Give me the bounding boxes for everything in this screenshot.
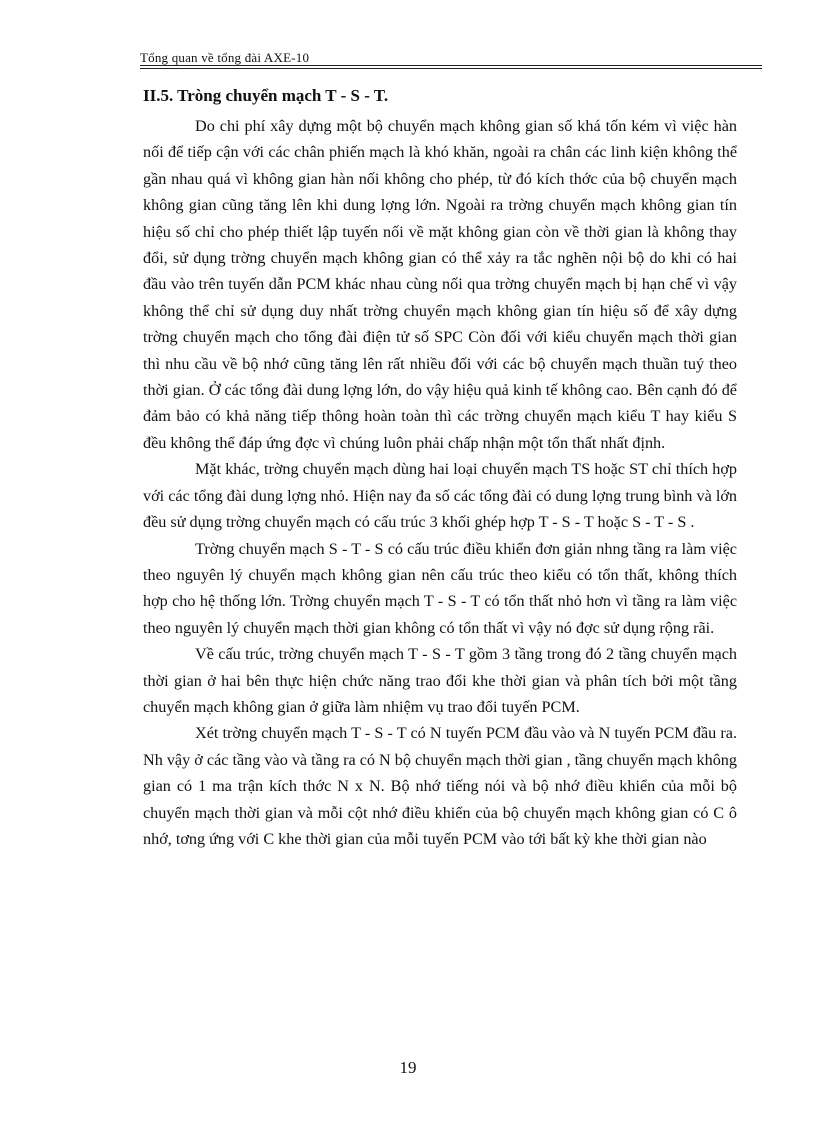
paragraph: Về cấu trúc, trờng chuyển mạch T - S - T gồm 3 tầng trong đó 2 tầng chuyển mạch thời gian ở hai bên thực hiện chức năng trao đổi khe thời gian và phân tích bởi một tầng chuyển mạch không gian ở giữa làm nhiệm vụ trao đổi tuyến PCM. (143, 645, 737, 716)
paragraph: Do chi phí xây dựng một bộ chuyển mạch không gian số khá tốn kém vì việc hàn nối để tiếp cận với các chân phiến mạch là khó khăn, ngoài ra chân các linh kiện không thể gần nhau quá vì không gian hàn nối không cho phép, từ đó kích thớc của bộ chuyển mạch không gian cũng tăng lên khi dung lợng lớn. Ngoài ra trờng chuyển mạch không gian tín hiệu số chỉ cho phép thiết lập tuyến nối về mặt không gian còn về thời gian là không thay đổi, sử dụng trờng chuyển mạch không gian có thể xảy ra tắc nghẽn nội bộ do khi có hai đầu vào trên tuyến dẫn PCM khác nhau cùng nối qua trờng chuyển mạch bị hạn chế vì vậy không thể chỉ sử dụng duy nhất trờng chuyển mạch không gian tín hiệu số để xây dựng trờng chuyển mạch cho tổng đài điện tử số SPC Còn đối với kiểu chuyển mạch thời gian thì nhu cầu về bộ nhớ cũng tăng lên rất nhiều đối với các bộ chuyển mạch thuần tuý theo thời gian. Ở các tổng đài dung lợng lớn, do vậy hiệu quả kinh tế không cao. Bên cạnh đó để đảm bảo có khả năng tiếp thông hoàn toàn thì các trờng chuyển mạch kiểu T hay kiểu S đều không thể đáp ứng đợc vì chúng luôn phải chấp nhận một tổn thất nhất định. (143, 117, 737, 452)
section-title: II.5. Tròng chuyển mạch T - S - T. (143, 86, 389, 105)
page-header: Tổng quan về tổng đài AXE-10 (140, 50, 310, 65)
paragraph: Xét trờng chuyển mạch T - S - T có N tuyến PCM đầu vào và N tuyến PCM đầu ra. Nh vậy ở các tầng vào và tầng ra có N bộ chuyển mạch thời gian , tầng chuyển mạch không gian có 1 ma trận kích thớc N x N. Bộ nhớ tiếng nói và bộ nhớ điều khiển của mỗi bộ chuyển mạch thời gian và mỗi cột nhớ điều khiển của bộ chuyển mạch không gian có C ô nhớ, tơng ứng với C khe thời gian của mỗi tuyến PCM vào tới bất kỳ khe thời gian nào (143, 724, 737, 848)
body-text (143, 113, 737, 852)
page-number: 19 (399, 1058, 417, 1077)
header-rule-double (140, 68, 762, 69)
header-rule (140, 65, 762, 66)
paragraph: Mặt khác, trờng chuyển mạch dùng hai loại chuyển mạch TS hoặc ST chỉ thích hợp với các tổng đài dung lợng nhỏ. Hiện nay đa số các tổng đài có dung lợng trung bình và lớn đều sử dụng trờng chuyển mạch có cấu trúc 3 khối ghép hợp T - S - T hoặc S - T - S . (143, 460, 737, 532)
paragraph: Trờng chuyển mạch S - T - S có cấu trúc điều khiển đơn giản nhng tầng ra làm việc theo nguyên lý chuyển mạch không gian nên cấu trúc theo kiểu có tổn thất, không thích hợp cho hệ thống lớn. Trờng chuyển mạch T - S - T có tổn thất nhỏ hơn vì tầng ra làm việc theo nguyên lý chuyển mạch thời gian không có tổn thất vì vậy nó đợc sử dụng rộng rãi. (143, 539, 737, 637)
